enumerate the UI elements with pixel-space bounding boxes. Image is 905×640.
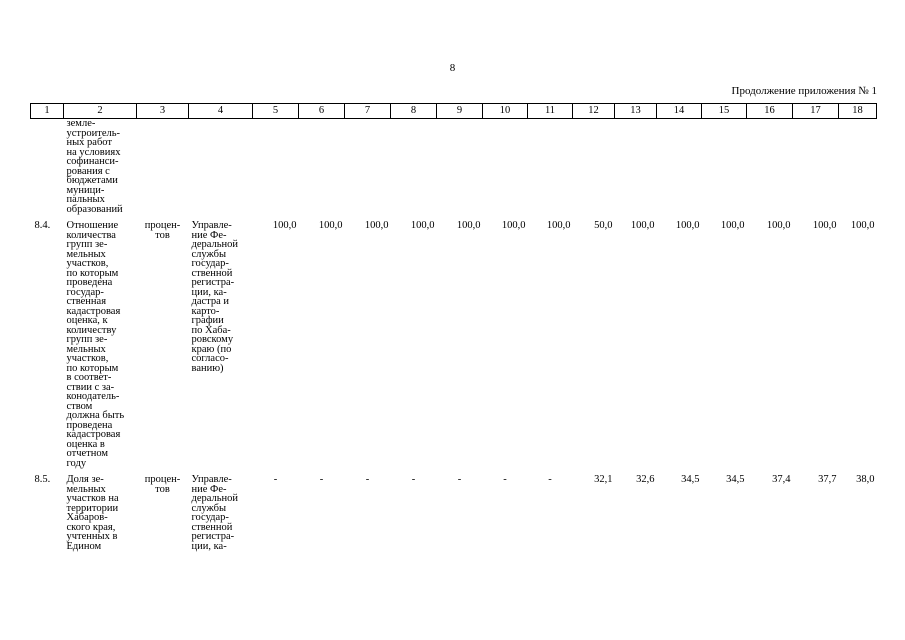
value-cell: -: [457, 474, 462, 485]
responsible-executor: [189, 119, 253, 215]
value-cell: 32,6: [636, 474, 655, 485]
value-cell: [839, 119, 877, 215]
column-number-cell: 2: [64, 104, 137, 119]
column-number-cell: 18: [839, 104, 877, 119]
value-cell: [345, 119, 391, 215]
indicator-name: земле- устроитель- ных работ на условиях софинанси- рования с бюджетами муници- пальных образований: [66, 118, 123, 215]
unit-of-measure: [137, 119, 189, 215]
item-number: 8.4.: [34, 220, 51, 231]
value-cell: 38,0: [856, 474, 875, 485]
value-cell: -: [503, 474, 507, 485]
value-cell: -: [411, 474, 416, 485]
value-cell: [657, 119, 702, 215]
table-row: [31, 221, 877, 468]
column-number-cell: 12: [573, 104, 615, 119]
value-cell: -: [273, 474, 278, 485]
value-cell: [299, 119, 345, 215]
column-number-cell: 9: [437, 104, 483, 119]
indicator-name: Отношение количества групп зе- мельных участков, по которым проведена государ- ственная кадастровая оценка, к количеству групп зе- мельных участков, по которым в соответ- ствии с за- конодатель- ством должна быть проведена кадастровая оценка в отчетном году: [66, 220, 125, 469]
column-number-cell: 16: [747, 104, 793, 119]
column-number-row: [31, 104, 877, 119]
table-row: [31, 475, 877, 551]
value-cell: 100,0: [720, 220, 745, 231]
column-number-cell: 5: [253, 104, 299, 119]
value-cell: 34,5: [681, 474, 700, 485]
value-cell: 50,0: [594, 220, 613, 231]
column-number-cell: 3: [137, 104, 189, 119]
column-number-cell: 4: [189, 104, 253, 119]
value-cell: [702, 119, 747, 215]
continuation-note: Продолжение приложения № 1: [731, 85, 877, 97]
column-number-cell: 1: [31, 104, 64, 119]
value-cell: 100,0: [675, 220, 700, 231]
value-cell: [573, 119, 615, 215]
indicators-table: [30, 103, 877, 551]
unit-of-measure: процен- тов: [144, 474, 181, 495]
column-number-cell: 8: [391, 104, 437, 119]
column-number-cell: 14: [657, 104, 702, 119]
value-cell: 32,1: [594, 474, 613, 485]
value-cell: [253, 119, 299, 215]
column-number-cell: 13: [615, 104, 657, 119]
value-cell: [391, 119, 437, 215]
value-cell: 100,0: [812, 220, 837, 231]
indicator-name: Доля зе- мельных участков на территории Хабаров- ского края, учтенных в Едином: [66, 474, 119, 552]
value-cell: [528, 119, 573, 215]
value-cell: 100,0: [318, 220, 343, 231]
value-cell: 100,0: [766, 220, 791, 231]
value-cell: 100,0: [410, 220, 435, 231]
value-cell: 34,5: [726, 474, 745, 485]
page-number: 8: [449, 62, 456, 74]
responsible-executor: Управле- ние Фе- деральной службы государ- ственной регистра- ции, ка-: [191, 474, 239, 552]
value-cell: -: [548, 474, 552, 485]
value-cell: 37,4: [772, 474, 791, 485]
table-row: [31, 119, 877, 215]
value-cell: 100,0: [850, 220, 875, 231]
value-cell: -: [365, 474, 370, 485]
column-number-cell: 17: [793, 104, 839, 119]
value-cell: [747, 119, 793, 215]
value-cell: [483, 119, 528, 215]
column-number-cell: 15: [702, 104, 747, 119]
value-cell: 37,7: [818, 474, 837, 485]
unit-of-measure: процен- тов: [144, 220, 181, 241]
value-cell: 100,0: [272, 220, 297, 231]
value-cell: -: [319, 474, 324, 485]
item-number: 8.5.: [34, 474, 51, 485]
value-cell: [437, 119, 483, 215]
item-number: [31, 119, 64, 215]
column-number-cell: 7: [345, 104, 391, 119]
value-cell: 100,0: [364, 220, 389, 231]
value-cell: [793, 119, 839, 215]
responsible-executor: Управле- ние Фе- деральной службы государ- ственной регистра- ции, ка- дастра и карто- графии по Хаба- ровскому краю (по согласо- ванию): [191, 220, 239, 374]
value-cell: 100,0: [546, 220, 571, 231]
value-cell: 100,0: [501, 220, 526, 231]
column-number-cell: 6: [299, 104, 345, 119]
value-cell: 100,0: [630, 220, 655, 231]
value-cell: 100,0: [456, 220, 481, 231]
value-cell: [615, 119, 657, 215]
column-number-cell: 11: [528, 104, 573, 119]
column-number-cell: 10: [483, 104, 528, 119]
